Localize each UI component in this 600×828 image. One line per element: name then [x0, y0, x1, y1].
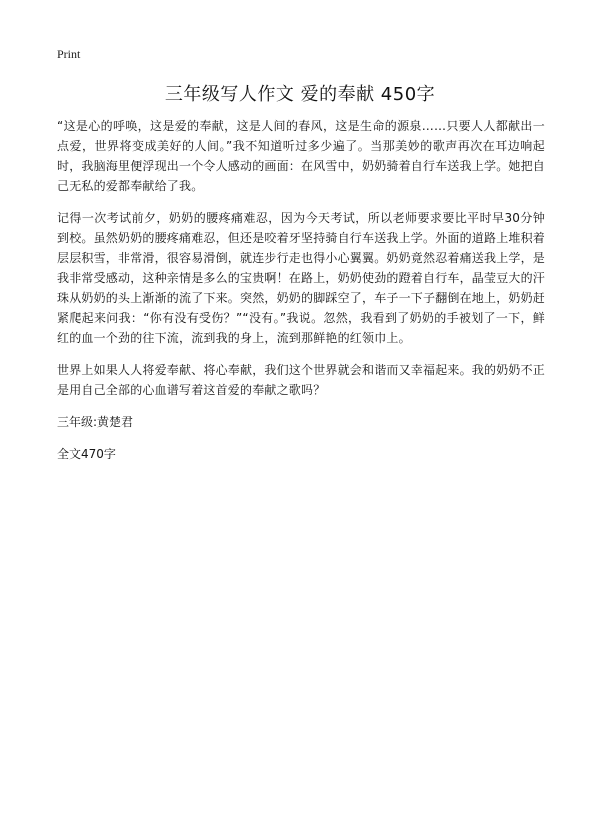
- author-line: 三年级:黄楚君: [57, 415, 134, 429]
- article-title: 三年级写人作文 爱的奉献 450字: [164, 84, 436, 105]
- print-link[interactable]: Print: [57, 47, 81, 61]
- word-count: 全文470字: [57, 447, 116, 461]
- paragraph-2: 记得一次考试前夕，奶奶的腰疼痛难忍，因为今天考试，所以老师要求要比平时早30分钟到校。虽然奶奶的腰疼痛难忍，但还是咬着牙坚持骑自行车送我上学。外面的道路上堆积着层层积雪，非常滑，很容易滑倒，就连步行走也得小心翼翼。奶奶竟然忍着痛送我上学，是我非常受感动，这种亲情是多么的宝贵啊！在路上，奶奶使劲的蹬着自行车，晶莹豆大的汗珠从奶奶的头上渐渐的流了下来。突然，奶奶的脚踩空了，车子一下子翻倒在地上，奶奶赶紧爬起来问我：“你有没有受伤？”“没有。”我说。忽然，我看到了奶奶的手被划了一下，鲜红的血一个劲的往下流，流到我的身上，流到那鲜艳的红领巾上。: [57, 211, 546, 345]
- article-body: [57, 116, 545, 476]
- paragraph-1: “这是心的呼唤，这是爱的奉献，这是人间的春风，这是生命的源泉……只要人人都献出一点爱，世界将变成美好的人间。”我不知道听过多少遍了。当那美妙的歌声再次在耳边响起时，我脑海里便浮现出一个令人感动的画面：在风雪中，奶奶骑着自行车送我上学。她把自己无私的爱都奉献给了我。: [57, 119, 546, 193]
- paragraph-3: 世界上如果人人将爱奉献、将心奉献，我们这个世界就会和谐而又幸福起来。我的奶奶不正是用自己全部的心血谱写着这首爱的奉献之歌吗？: [57, 363, 546, 397]
